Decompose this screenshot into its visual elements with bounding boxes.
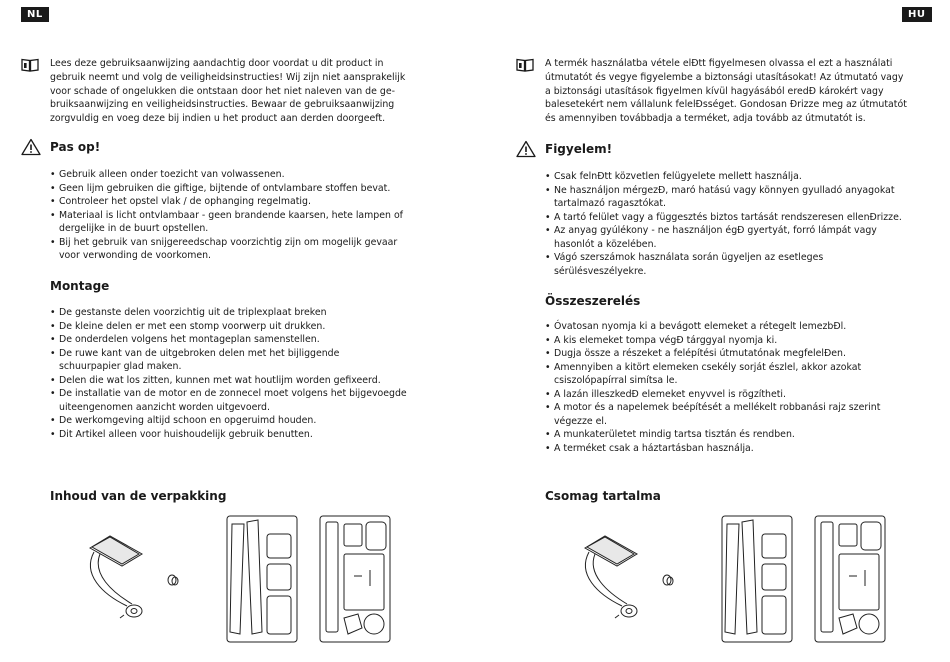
pulley-part (168, 575, 178, 585)
list-item: • A kis elemeket tompa végÐ tárggyal nyomja ki. (545, 334, 920, 348)
language-badge-nl: NL (21, 7, 49, 22)
list-item: • Vágó szerszámok használata során ügyeljen az esetleges sérülésveszélyekre. (545, 251, 920, 278)
plywood-sheet-1 (227, 516, 297, 642)
list-item: • Dit Artikel alleen voor huishoudelijk gebruik benutten. (50, 428, 425, 442)
warning-list-hu (545, 170, 920, 278)
list-item: • Geen lijm gebruiken die giftige, bijtende of ontvlambare stoffen bevat. (50, 182, 425, 196)
warning-list-nl (50, 168, 425, 263)
intro-hu (516, 57, 916, 126)
solar-panel-with-motor (585, 536, 637, 618)
contents-title: Csomag tartalma (545, 489, 661, 503)
assembly-title: Montage (50, 279, 110, 293)
list-item: • Az anyag gyúlékony - ne használjon égÐ gyertyát, forró lámpát vagy hasonlót a közelében. (545, 224, 920, 251)
assembly-title: Összeszerelés (545, 294, 641, 308)
list-item: • Ne használjon mérgezÐ, maró hatású vagy könnyen gyulladó anyagokat tartalmazó ragasztókat. (545, 184, 920, 211)
list-item: • Materiaal is licht ontvlambaar - geen brandende kaarsen, hete lampen of dergelijke in de buurt opstellen. (50, 209, 425, 236)
warning-triangle-icon (21, 138, 41, 156)
list-item: • De werkomgeving altijd schoon en opgeruimd houden. (50, 414, 425, 428)
intro-nl (21, 57, 421, 126)
list-item: • De ruwe kant van de uitgebroken delen met het bijliggende schuurpapier glad maken. (50, 347, 425, 374)
intro-text: Lees deze gebruiksaanwijzing aandachtig door voordat u dit product in gebruik neemt und volg de veiligheidsinstructies! Wij zijn niet aansprakelijk voor schade of ongelukken die ontstaan door het niet naleven van de ge- bruiksaanwijzing en veiligheidsinstructies. Bewaar de gebruiksaanwijzing zorgvuldig en voeg deze bij indien u het product aan derden doorgeeft. (50, 58, 406, 125)
book-icon (21, 58, 39, 72)
warning-title: Figyelem! (545, 142, 613, 156)
list-item: • Controleer het opstel vlak / de ophanging regelmatig. (50, 195, 425, 209)
contents-title: Inhoud van de verpakking (50, 489, 227, 503)
list-item: • De kleine delen er met een stomp voorwerp uit drukken. (50, 320, 425, 334)
intro-text: A termék használatba vétele elÐtt figyelmesen olvassa el ezt a használati útmutatót és vegye figyelembe a biztonsági utasításokat! Az útmutató vagy a biztonsági utasítások figyelmen kívül hagyásából eredÐ károkért vagy balesetekért nem vállalunk felelÐsséget. Gondosan Ðrizze meg az útmutatót és amennyiben továbbadja a terméket, adja tovább az útmutatót is. (545, 58, 907, 125)
plywood-sheet-2 (320, 516, 390, 642)
language-badge-hu: HU (902, 7, 932, 22)
list-item: • De onderdelen volgens het montageplan samenstellen. (50, 333, 425, 347)
warning-triangle-icon (516, 140, 536, 158)
package-contents-illustration-hu (557, 514, 917, 654)
plywood-sheet-2 (815, 516, 885, 642)
list-item: • Amennyiben a kitört elemeken csekély sorját észlel, akkor azokat csiszolópapírral simítsa le. (545, 361, 920, 388)
warning-heading-hu (516, 140, 916, 158)
list-item: • A motor és a napelemek beépítését a mellékelt robbanási rajz szerint végezze el. (545, 401, 920, 428)
warning-heading-nl (21, 138, 421, 156)
pulley-part (663, 575, 673, 585)
list-item: • A munkaterületet mindig tartsa tisztán és rendben. (545, 428, 920, 442)
list-item: • Delen die wat los zitten, kunnen met wat houtlijm worden gefixeerd. (50, 374, 425, 388)
assembly-list-nl (50, 306, 425, 441)
warning-title: Pas op! (50, 140, 101, 154)
list-item: • A lazán illeszkedÐ elemeket enyvvel is rögzítheti. (545, 388, 920, 402)
list-item: • A terméket csak a háztartásban használja. (545, 442, 920, 456)
list-item: • Bij het gebruik van snijgereedschap voorzichtig zijn om mogelijk gevaar voor verwonding de voorkomen. (50, 236, 425, 263)
list-item: • De gestanste delen voorzichtig uit de triplexplaat breken (50, 306, 425, 320)
list-item: • De installatie van de motor en de zonnecel moet volgens het bijgevoegde uiteengenomen aanzicht worden uitgevoerd. (50, 387, 425, 414)
package-contents-illustration-nl (62, 514, 422, 654)
list-item: • A tartó felület vagy a függesztés biztos tartását rendszeresen ellenÐrizze. (545, 211, 920, 225)
book-icon (516, 58, 534, 72)
solar-panel-with-motor (90, 536, 142, 618)
plywood-sheet-1 (722, 516, 792, 642)
list-item: • Csak felnÐtt közvetlen felügyelete mellett használja. (545, 170, 920, 184)
assembly-list-hu (545, 320, 920, 455)
list-item: • Dugja össze a részeket a felépítési útmutatónak megfelelÐen. (545, 347, 920, 361)
list-item: • Gebruik alleen onder toezicht van volwassenen. (50, 168, 425, 182)
list-item: • Óvatosan nyomja ki a bevágott elemeket a rétegelt lemezbÐl. (545, 320, 920, 334)
